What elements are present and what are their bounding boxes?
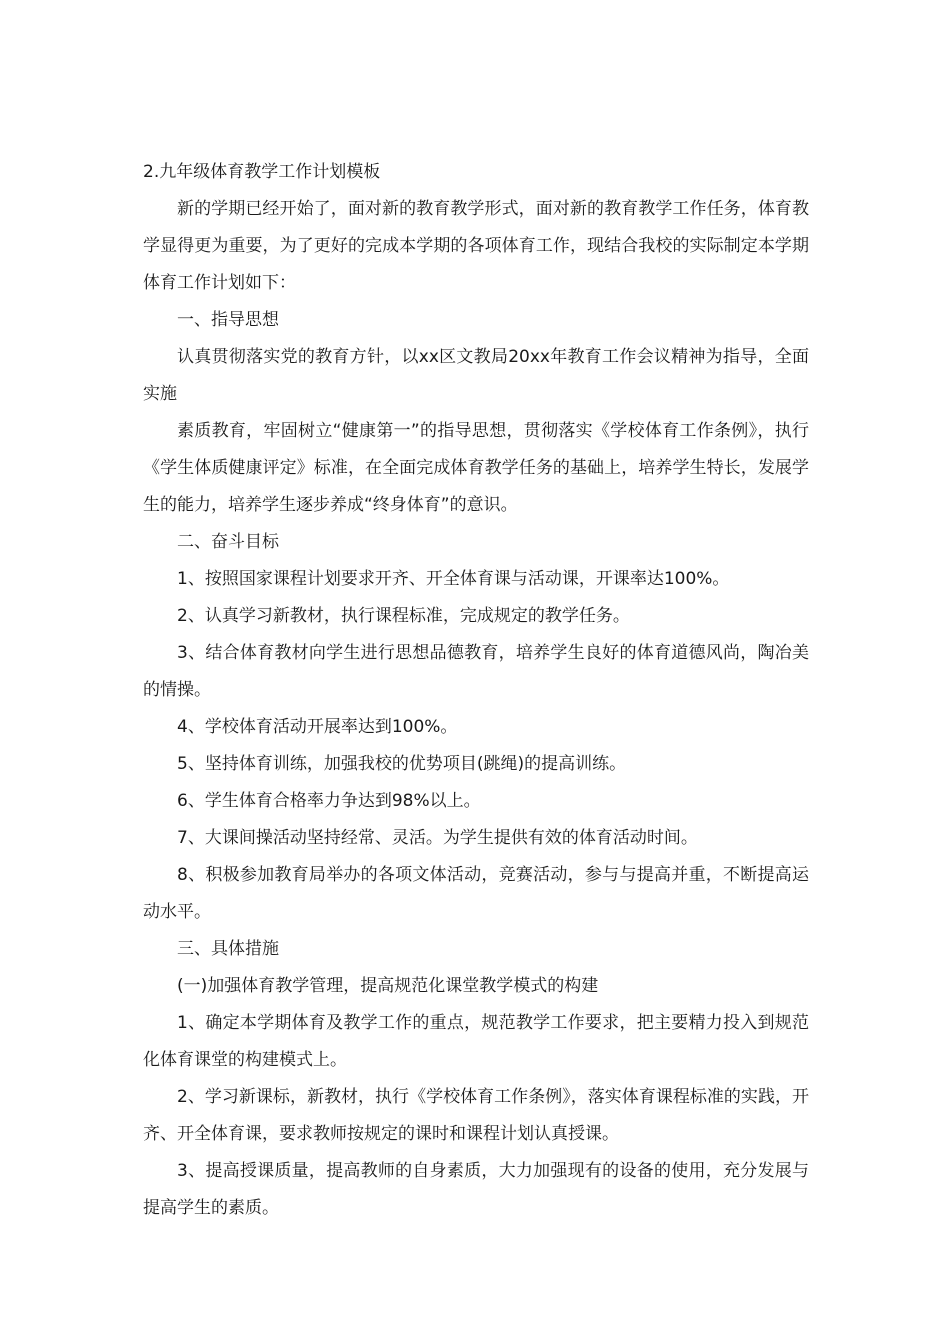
list-item: 4、学校体育活动开展率达到100%。 [177,717,458,737]
document-body [143,154,809,1227]
document-title: 2.九年级体育教学工作计划模板 [143,162,381,182]
list-item: 2、认真学习新教材，执行课程标准，完成规定的教学任务。 [177,606,630,626]
list-item: 8、积极参加教育局举办的各项文体活动，竞赛活动，参与与提高并重，不断提高运动水平。 [143,865,809,922]
paragraph-intro: 新的学期已经开始了，面对新的教育教学形式，面对新的教育教学工作任务，体育教学显得更为重要，为了更好的完成本学期的各项体育工作，现结合我校的实际制定本学期体育工作计划如下： [143,199,809,293]
paragraph: 认真贯彻落实党的教育方针，以xx区文教局20xx年教育工作会议精神为指导，全面实施 [143,347,809,404]
subsection-heading: (一)加强体育教学管理，提高规范化课堂教学模式的构建 [177,976,599,996]
list-item: 1、按照国家课程计划要求开齐、开全体育课与活动课，开课率达100%。 [177,569,730,589]
paragraph: 素质教育，牢固树立“健康第一”的指导思想，贯彻落实《学校体育工作条例》，执行《学生体质健康评定》标准，在全面完成体育教学任务的基础上，培养学生特长，发展学生的能力，培养学生逐步养成“终身体育”的意识。 [143,421,809,515]
section-heading-guiding-ideology: 一、指导思想 [177,310,279,330]
list-item: 3、提高授课质量，提高教师的自身素质，大力加强现有的设备的使用，充分发展与提高学生的素质。 [143,1161,809,1218]
list-item: 5、坚持体育训练，加强我校的优势项目(跳绳)的提高训练。 [177,754,627,774]
list-item: 2、学习新课标，新教材，执行《学校体育工作条例》，落实体育课程标准的实践，开齐、开全体育课，要求教师按规定的课时和课程计划认真授课。 [143,1087,809,1144]
section-heading-goals: 二、奋斗目标 [177,532,279,552]
section-heading-measures: 三、具体措施 [177,939,279,959]
list-item: 7、大课间操活动坚持经常、灵活。为学生提供有效的体育活动时间。 [177,828,698,848]
list-item: 3、结合体育教材向学生进行思想品德教育，培养学生良好的体育道德风尚，陶冶美的情操。 [143,643,809,700]
list-item: 1、确定本学期体育及教学工作的重点，规范教学工作要求，把主要精力投入到规范化体育课堂的构建模式上。 [143,1013,809,1070]
list-item: 6、学生体育合格率力争达到98%以上。 [177,791,481,811]
